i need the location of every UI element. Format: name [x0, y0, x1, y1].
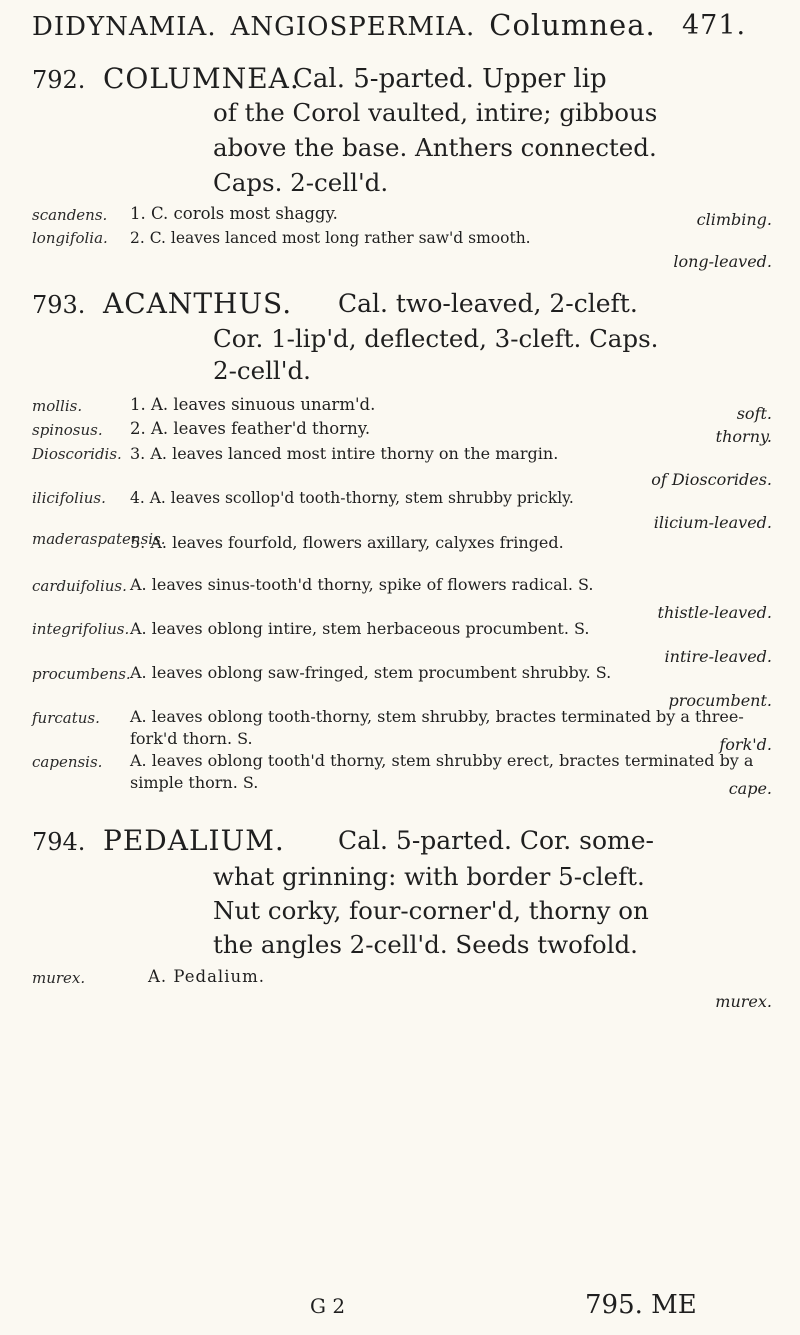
- species-latin-name: spinosus.: [32, 421, 103, 439]
- species-english-name: climbing.: [696, 210, 772, 229]
- genus-description-line: what grinning: with border 5-cleft.: [213, 862, 645, 891]
- species-description: 4. A. leaves scollop'd tooth-thorny, stem shrubby prickly.: [130, 489, 574, 507]
- header-genus: Columnea.: [489, 8, 656, 42]
- running-header: [32, 8, 772, 42]
- species-latin-name: capensis.: [32, 753, 103, 771]
- signature-mark: G 2: [310, 1294, 346, 1318]
- species-english-name: fork'd.: [719, 735, 772, 754]
- species-description: A. leaves oblong intire, stem herbaceous procumbent. S.: [130, 619, 590, 638]
- genus-description-line: Nut corky, four-corner'd, thorny on: [213, 896, 649, 925]
- genus-number: 793.: [32, 291, 86, 319]
- genus-description-line: Cal. 5-parted. Upper lip: [293, 64, 607, 94]
- species-latin-name: ilicifolius.: [32, 489, 106, 507]
- species-english-name: murex.: [715, 992, 772, 1011]
- genus-description-line: Cal. two-leaved, 2-cleft.: [338, 289, 638, 318]
- species-english-name: of Dioscorides.: [651, 470, 772, 489]
- species-latin-name: mollis.: [32, 397, 83, 415]
- species-latin-name: procumbens.: [32, 665, 131, 683]
- genus-description-line: Cor. 1-lip'd, deflected, 3-cleft. Caps.: [213, 324, 659, 353]
- header-page-number: 471.: [682, 10, 747, 41]
- genus-description-line: Caps. 2-cell'd.: [213, 168, 389, 197]
- genus-description-line: Cal. 5-parted. Cor. some-: [338, 826, 654, 855]
- species-latin-name: murex.: [32, 969, 86, 987]
- species-latin-name: longifolia.: [32, 229, 108, 247]
- species-english-name: thistle-leaved.: [657, 603, 772, 622]
- genus-number: 794.: [32, 828, 86, 856]
- species-latin-name: scandens.: [32, 206, 108, 224]
- species-english-name: procumbent.: [668, 691, 772, 710]
- species-description: 1. C. corols most shaggy.: [130, 204, 338, 223]
- genus-name: ACANTHUS.: [103, 287, 293, 320]
- species-latin-name: Dioscoridis.: [32, 445, 122, 463]
- species-english-name: long-leaved.: [673, 252, 772, 271]
- genus-description-line: 2-cell'd.: [213, 356, 311, 385]
- genus-name: PEDALIUM.: [103, 824, 285, 857]
- species-description: 3. A. leaves lanced most intire thorny on the margin.: [130, 444, 559, 463]
- species-description: A. leaves oblong saw-fringed, stem procumbent shrubby. S.: [130, 663, 612, 682]
- species-english-name: intire-leaved.: [664, 647, 772, 666]
- genus-number: 792.: [32, 66, 86, 94]
- species-description: 2. C. leaves lanced most long rather saw'd smooth.: [130, 229, 531, 247]
- genus-description-line: the angles 2-cell'd. Seeds twofold.: [213, 930, 638, 959]
- species-description: A. leaves sinus-tooth'd thorny, spike of flowers radical. S.: [130, 575, 594, 594]
- species-english-name: ilicium-leaved.: [653, 513, 772, 532]
- species-latin-name: integrifolius.: [32, 620, 130, 638]
- species-english-name: thorny.: [715, 427, 772, 446]
- header-class: DIDYNAMIA.: [32, 12, 217, 42]
- species-latin-name: maderaspatensis.: [32, 530, 166, 548]
- header-order: ANGIOSPERMIA.: [230, 12, 476, 42]
- species-description: A. leaves oblong tooth'd thorny, stem shrubby erect, bractes terminated by a simple thorn. S.: [130, 751, 754, 792]
- species-latin-name: carduifolius.: [32, 577, 127, 595]
- genus-name: COLUMNEA.: [103, 62, 300, 95]
- species-english-name: cape.: [728, 779, 772, 798]
- genus-description-line: of the Corol vaulted, intire; gibbous: [213, 98, 658, 127]
- species-description: 2. A. leaves feather'd thorny.: [130, 419, 371, 438]
- catchword: 795. ME: [585, 1290, 697, 1320]
- species-description: 5. A. leaves fourfold, flowers axillary, calyxes fringed.: [130, 533, 564, 552]
- species-description: A. leaves oblong tooth-thorny, stem shrubby, bractes terminated by a three-fork'd thorn. S.: [130, 707, 744, 748]
- species-description: 1. A. leaves sinuous unarm'd.: [130, 395, 376, 414]
- species-description: A. Pedalium.: [148, 967, 266, 986]
- species-english-name: soft.: [736, 404, 772, 423]
- species-latin-name: furcatus.: [32, 709, 100, 727]
- genus-description-line: above the base. Anthers connected.: [213, 133, 657, 162]
